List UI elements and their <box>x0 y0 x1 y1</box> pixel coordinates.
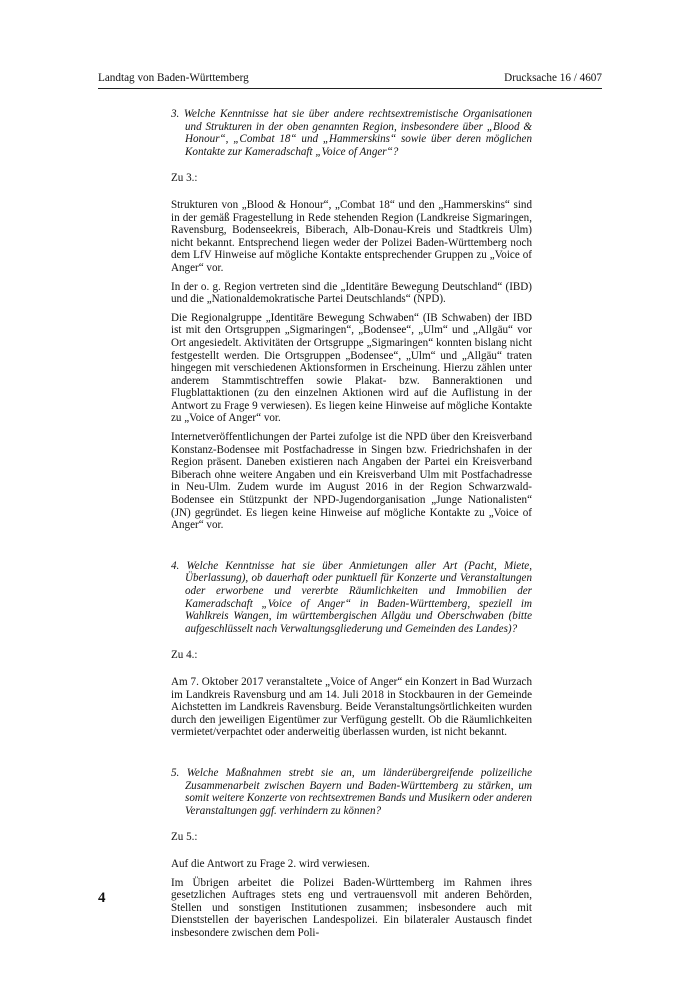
answer-3-paragraph: Internetveröffentlichungen der Partei zufolge ist die NPD über den Kreisverband Konstanz-Bodensee mit Postfachadresse in Singen bzw. Friedrichshafen in der Region präsent. Daneben existieren nach Angaben der Partei ein Kreisverband Biberach ohne weitere Angaben und ein Kreisverband Ulm mit Postfachadresse in Neu-Ulm. Zudem wurde im August 2016 in der Region Schwarzwald-Bodensee ein Stützpunkt der NPD-Jugendorganisation „Junge Nationalisten“ (JN) gegründet. Es liegen keine Hinweise auf mögliche Kontakte zu „Voice of Anger“ vor. <box>171 431 532 532</box>
answer-label-3: Zu 3.: <box>171 172 198 185</box>
header-right: Drucksache 16 / 4607 <box>504 72 602 84</box>
answer-3-paragraph: In der o. g. Region vertreten sind die „Identitäre Bewegung Deutschland“ (IBD) und die „Nationaldemokratische Partei Deutschlands“ (NPD). <box>171 280 532 306</box>
answer-5-paragraph: Im Übrigen arbeitet die Polizei Baden-Württemberg im Rahmen ihres gesetzlichen Auftrages stets eng und vertrauensvoll mit anderen Behörden, Stellen und sonstigen Institutionen zusammen; insbesondere auch mit Dienststellen der bayerischen Landespolizei. Ein bilateraler Austausch findet insbesondere zwischen dem Poli- <box>171 876 532 939</box>
page-header <box>98 72 602 89</box>
answer-5-paragraph: Auf die Antwort zu Frage 2. wird verwiesen. <box>171 857 370 870</box>
page-number: 4 <box>98 890 106 906</box>
page-content <box>171 108 532 945</box>
header-left: Landtag von Baden-Württemberg <box>98 72 249 84</box>
answer-label-5: Zu 5.: <box>171 831 198 844</box>
question-4: 4. Welche Kenntnisse hat sie über Anmietungen aller Art (Pacht, Miete, Überlassung), ob dauerhaft oder punktuell für Konzerte und Veranstaltungen oder erworbene und vererbte Räumlichkeiten und Immobilien der Kameradschaft „Voice of Anger“ in Baden-Württemberg, speziell im Wahlkreis Wangen, im württembergischen Allgäu und Oberschwaben (bitte aufgeschlüsselt nach Verwaltungsgliederung und Gemeinden des Landes)? <box>171 559 532 635</box>
answer-label-4: Zu 4.: <box>171 649 198 662</box>
question-3: 3. Welche Kenntnisse hat sie über andere rechtsextremistische Organisationen und Strukturen in der oben genannten Region, insbesondere über „Blood & Honour“, „Combat 18“ und „Hammerskins“ sowie über deren möglichen Kontakte zur Kameradschaft „Voice of Anger“? <box>171 108 532 158</box>
answer-3-paragraph: Die Regionalgruppe „Identitäre Bewegung Schwaben“ (IB Schwaben) der IBD ist mit den Ortsgruppen „Sigmaringen“, „Bodensee“, „Ulm“ und „Allgäu“ vor Ort angesiedelt. Aktivitäten der Ortsgruppe „Sigmaringen“ konnten bislang nicht festgestellt werden. Die Ortsgruppen „Bodensee“, „Ulm“ und „Allgäu“ traten hingegen mit verschiedenen Aktionsformen in Erscheinung. Hierzu zählen unter anderem Stammtischtreffen sowie Plakat- bzw. Banneraktionen und Flugblattaktionen (zu den einzelnen Aktionen wird auf die Auflistung in der Antwort zu Frage 9 verwiesen). Es liegen keine Hinweise auf mögliche Kontakte zu „Voice of Anger“ vor. <box>171 311 532 425</box>
answer-4-paragraph: Am 7. Oktober 2017 veranstaltete „Voice of Anger“ ein Konzert in Bad Wurzach im Landkreis Ravensburg und am 14. Juli 2018 in Stockbauren in der Gemeinde Aichstetten im Landkreis Ravensburg. Beide Veranstaltungsörtlichkeiten wurden durch den jeweiligen Eigentümer zur Verfügung gestellt. Ob die Räumlichkeiten vermietet/verpachtet oder anderweitig überlassen wurden, ist nicht bekannt. <box>171 675 532 739</box>
question-5: 5. Welche Maßnahmen strebt sie an, um länderübergreifende polizeiliche Zusammenarbeit zwischen Bayern und Baden-Württemberg zu stärken, um somit weitere Konzerte von rechtsextremen Bands und Musikern oder anderen Veranstaltungen ggf. verhindern zu können? <box>171 766 532 817</box>
answer-3-paragraph: Strukturen von „Blood & Honour“, „Combat 18“ und den „Hammerskins“ sind in der gemäß Fragestellung in Rede stehenden Region (Landkreise Sigmaringen, Ravensburg, Bodenseekreis, Biberach, Alb-Donau-Kreis und Stadtkreis Ulm) nicht bekannt. Entsprechend liegen weder der Polizei Baden-Württemberg noch dem LfV Hinweise auf mögliche Kontakte entsprechender Gruppen zu „Voice of Anger“ vor. <box>171 198 532 274</box>
